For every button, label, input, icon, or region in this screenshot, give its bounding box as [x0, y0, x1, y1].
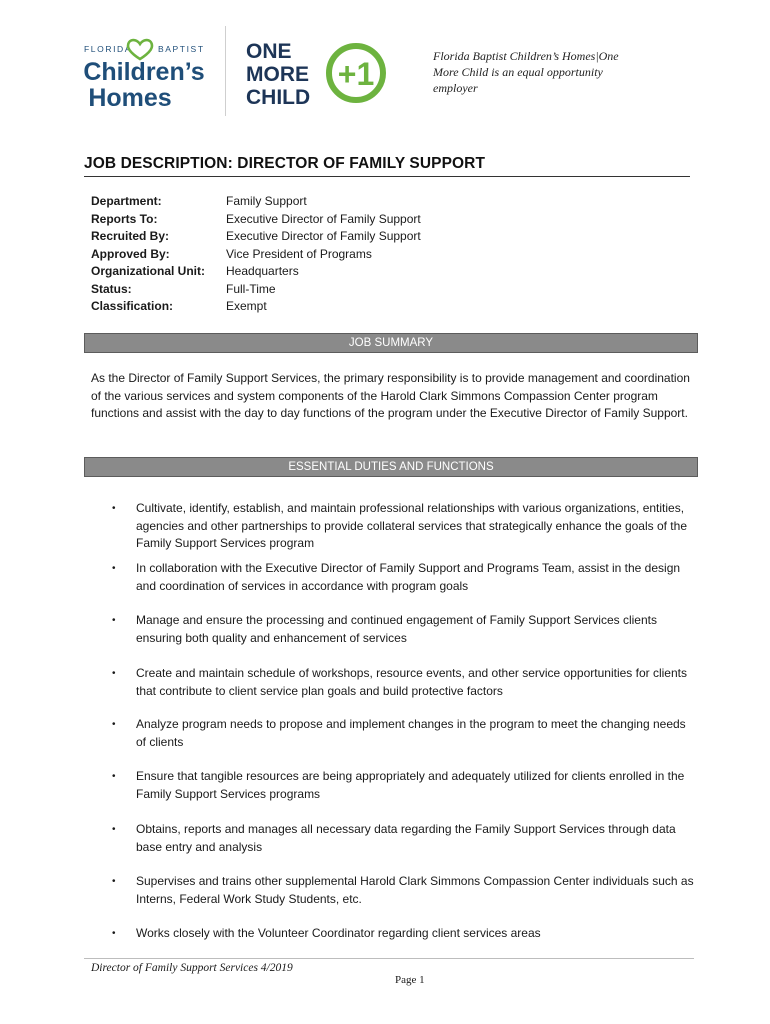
duty-item — [112, 821, 696, 856]
bullet-icon: • — [112, 668, 116, 679]
info-label: Status: — [91, 281, 132, 296]
job-summary-text: As the Director of Family Support Services, the primary responsibility is to provide management and coordination of the various services and system components of the Harold Clark Simmons Compassion Center program functions and assist with the day to day functions of the program under the Executive Director of Family Support. — [91, 371, 690, 420]
page-title: JOB DESCRIPTION: DIRECTOR OF FAMILY SUPPORT — [84, 155, 690, 177]
duty-text: Create and maintain schedule of workshops, resource events, and other service opportunities for clients that contribute to client service plan goals and build protective factors — [136, 666, 687, 698]
bullet-icon: • — [112, 615, 116, 626]
duty-text: Supervises and trains other supplemental Harold Clark Simmons Compassion Center individuals such as Interns, Federal Work Study Students, etc. — [136, 874, 694, 906]
bullet-icon: • — [112, 928, 116, 939]
duty-item — [112, 500, 696, 553]
duty-text: Analyze program needs to propose and implement changes in the program to meet the changing needs of clients — [136, 717, 686, 749]
duty-text: Manage and ensure the processing and continued engagement of Family Support Services clients ensuring both quality and enhancement of services — [136, 613, 657, 645]
fbch-logo — [78, 30, 210, 112]
footer-text: Director of Family Support Services 4/2019 — [91, 962, 293, 974]
logo-childrens-text: Children’s — [83, 58, 205, 86]
logo-baptist-text: BAPTIST — [158, 44, 205, 54]
job-summary-heading: JOB SUMMARY — [84, 333, 698, 353]
info-row-approved-by — [91, 246, 421, 264]
logo-florida-text: FLORIDA — [84, 44, 133, 54]
logo-homes-text: Homes — [88, 84, 172, 112]
bullet-icon: • — [112, 503, 116, 514]
bullet-icon: • — [112, 719, 116, 730]
logo-plus-one-text: +1 — [337, 56, 375, 92]
info-value: Exempt — [226, 299, 267, 313]
duty-text: Ensure that tangible resources are being appropriately and adequately utilized for clients enrolled in the Family Support Services programs — [136, 769, 685, 801]
duty-text: Cultivate, identify, establish, and maintain professional relationships with various organizations, entities, agencies and other partnerships to provide collateral services that strategically enhance the goals of the Family Support Services program — [136, 501, 687, 550]
bullet-icon: • — [112, 824, 116, 835]
duty-item — [112, 873, 696, 908]
bullet-icon: • — [112, 563, 116, 574]
duty-item — [112, 612, 696, 647]
duty-text: In collaboration with the Executive Director of Family Support and Programs Team, assist in the design and coordination of services in accordance with program goals — [136, 561, 681, 593]
info-row-organizational-unit — [91, 263, 421, 281]
duty-text: Works closely with the Volunteer Coordinator regarding client services areas — [136, 926, 541, 940]
info-row-status — [91, 281, 421, 299]
info-row-recruited-by — [91, 228, 421, 246]
bullet-icon: • — [112, 771, 116, 782]
info-label: Organizational Unit: — [91, 264, 205, 278]
bullet-icon: • — [112, 876, 116, 887]
duty-text: Obtains, reports and manages all necessary data regarding the Family Support Services through data base entry and analysis — [136, 822, 676, 854]
duty-item — [112, 925, 696, 943]
info-label: Department: — [91, 194, 162, 208]
logo-more-text: MORE — [246, 63, 309, 86]
info-value: Headquarters — [226, 264, 299, 278]
info-value: Full-Time — [226, 281, 276, 296]
info-value: Executive Director of Family Support — [226, 211, 421, 226]
info-row-department — [91, 193, 421, 211]
duty-item — [112, 716, 696, 751]
info-label: Approved By: — [91, 246, 170, 261]
info-label: Reports To: — [91, 211, 158, 226]
page-number: Page 1 — [395, 974, 425, 986]
essential-duties-heading: ESSENTIAL DUTIES AND FUNCTIONS — [84, 457, 698, 477]
info-value: Vice President of Programs — [226, 246, 372, 261]
info-label: Recruited By: — [91, 229, 170, 243]
logo-one-text: ONE — [246, 40, 292, 63]
logo-child-text: CHILD — [246, 86, 311, 108]
duty-item — [112, 665, 696, 700]
info-row-classification — [91, 298, 421, 316]
info-value: Family Support — [226, 194, 307, 208]
eeo-statement: Florida Baptist Children’s Homes|One More Child is an equal opportunity employer — [433, 49, 619, 95]
duty-item — [112, 560, 696, 595]
job-info-table — [91, 193, 421, 316]
one-more-child-logo — [246, 38, 388, 108]
info-value: Executive Director of Family Support — [226, 229, 421, 243]
footer-divider — [84, 958, 694, 959]
logo-divider — [225, 26, 226, 116]
duty-item — [112, 768, 696, 803]
info-row-reports-to — [91, 211, 421, 229]
info-label: Classification: — [91, 299, 174, 313]
